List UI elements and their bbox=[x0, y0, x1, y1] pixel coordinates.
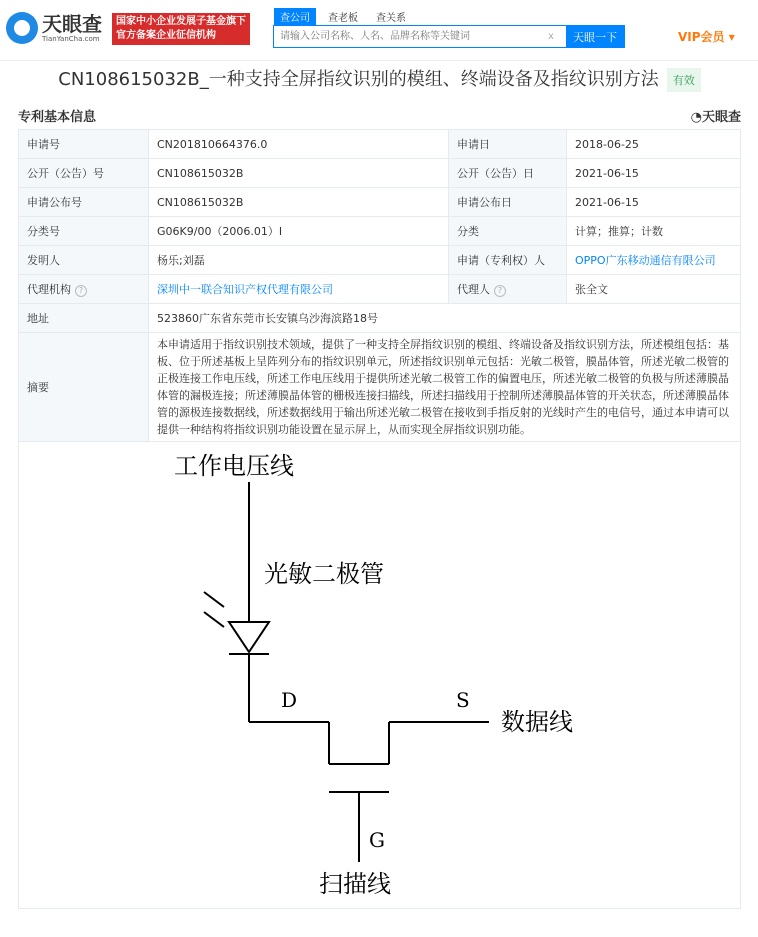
field-label bbox=[19, 130, 149, 159]
title-row bbox=[18, 61, 741, 101]
abstract-label: 摘要 bbox=[19, 333, 149, 442]
header bbox=[0, 0, 758, 61]
table-row bbox=[19, 217, 741, 246]
field-value[interactable] bbox=[149, 275, 449, 304]
field-label bbox=[449, 275, 567, 304]
brand-icon: ◔ bbox=[690, 109, 702, 125]
field-value-text: 2021-06-15 bbox=[575, 166, 639, 180]
address-value: 523860广东省东莞市长安镇乌沙海滨路18号 bbox=[149, 304, 741, 333]
field-label bbox=[449, 246, 567, 275]
help-icon[interactable]: ? bbox=[75, 285, 87, 297]
field-label-text: 申请公布日 bbox=[457, 195, 512, 209]
main-content bbox=[0, 61, 758, 909]
field-value-text: CN201810664376.0 bbox=[157, 137, 268, 151]
field-label bbox=[19, 159, 149, 188]
search-input[interactable] bbox=[274, 26, 548, 47]
field-value bbox=[567, 188, 741, 217]
field-value bbox=[149, 246, 449, 275]
field-label bbox=[449, 159, 567, 188]
field-label-text: 分类 bbox=[457, 224, 479, 238]
field-label-text: 申请号 bbox=[27, 137, 60, 151]
field-label-text: 代理机构 bbox=[27, 282, 71, 296]
table-row bbox=[19, 304, 741, 333]
vip-menu[interactable]: VIP会员 ▾ bbox=[678, 30, 735, 44]
tab-boss[interactable]: 查老板 bbox=[328, 13, 358, 24]
field-value-text[interactable]: OPPO广东移动通信有限公司 bbox=[575, 253, 716, 267]
field-value-text: G06K9/00（2006.01）I bbox=[157, 224, 283, 238]
field-value-text: 计算；推算；计数 bbox=[575, 224, 663, 238]
field-label-text: 公开（公告）号 bbox=[27, 166, 104, 180]
field-label-text: 申请（专利权）人 bbox=[457, 253, 545, 267]
tab-relation[interactable]: 查关系 bbox=[376, 13, 406, 24]
table-row bbox=[19, 275, 741, 304]
brand-text: 天眼查 bbox=[701, 109, 741, 125]
patent-info-table bbox=[18, 129, 741, 909]
data-line-label: 数据线 bbox=[501, 708, 573, 736]
logo-sub: TianYanCha.com bbox=[42, 35, 100, 43]
table-row bbox=[19, 442, 741, 909]
page-title: CN108615032B_一种支持全屏指纹识别的模组、终端设备及指纹识别方法 bbox=[58, 69, 659, 90]
search-tabs bbox=[274, 8, 418, 25]
table-row bbox=[19, 130, 741, 159]
brand-logo bbox=[691, 106, 741, 125]
field-label-text: 分类号 bbox=[27, 224, 60, 238]
help-icon[interactable]: ? bbox=[494, 285, 506, 297]
field-value bbox=[567, 275, 741, 304]
field-value bbox=[567, 130, 741, 159]
field-value-text: CN108615032B bbox=[157, 195, 244, 209]
field-value-text: 张全文 bbox=[575, 282, 608, 296]
field-label bbox=[449, 188, 567, 217]
field-label bbox=[449, 217, 567, 246]
section-header bbox=[18, 101, 741, 129]
field-label-text: 公开（公告）日 bbox=[457, 166, 534, 180]
abstract-value: 本申请适用于指纹识别技术领域，提供了一种支持全屏指纹识别的模组、终端设备及指纹识别方法，所述模组包括：基板、位于所述基板上呈阵列分布的指纹识别单元，所述指纹识别单元包括：光敏二极管，膜晶体管，所述光敏二极管的正极连接工作电压线，所述工作电压线用于提供所述光敏二极管工作的偏置电压，所述光敏二极管的负极与所述薄膜晶体管的漏极连接；所述薄膜晶体管的栅极连接扫描线，所述扫描线用于控制所述薄膜晶体管的开关状态，所述薄膜晶体管的源极连接数据线，所述数据线用于输出所述光敏二极管在接收到手指反射的光线时产生的电信号，通过本申请可以提供一种结构将指纹识别功能设置在显示屏上，从而实现全屏指纹识别功能。 bbox=[149, 333, 741, 442]
field-label-text: 代理人 bbox=[457, 282, 490, 296]
logo[interactable] bbox=[6, 12, 102, 44]
field-value bbox=[149, 159, 449, 188]
field-label-text: 发明人 bbox=[27, 253, 60, 267]
photodiode-symbol bbox=[229, 622, 269, 652]
field-label bbox=[449, 130, 567, 159]
field-value bbox=[149, 188, 449, 217]
logo-text: 天眼查 bbox=[42, 12, 102, 36]
field-label bbox=[19, 217, 149, 246]
circuit-diagram bbox=[19, 442, 740, 908]
field-value-text[interactable]: 深圳中一联合知识产权代理有限公司 bbox=[157, 282, 333, 296]
address-label: 地址 bbox=[19, 304, 149, 333]
scan-line-label: 扫描线 bbox=[319, 870, 391, 898]
field-value bbox=[567, 217, 741, 246]
diagram-cell bbox=[19, 442, 741, 909]
table-row bbox=[19, 246, 741, 275]
source-label: S bbox=[456, 688, 470, 712]
field-value-text: 杨乐;刘磊 bbox=[157, 253, 205, 267]
badge-line-1: 国家中小企业发展子基金旗下 bbox=[116, 16, 246, 27]
field-value-text: CN108615032B bbox=[157, 166, 244, 180]
logo-icon bbox=[6, 12, 38, 44]
field-value-text: 2021-06-15 bbox=[575, 195, 639, 209]
drain-label: D bbox=[281, 688, 298, 712]
table-row bbox=[19, 333, 741, 442]
section-title: 专利基本信息 bbox=[18, 109, 97, 125]
search-bar bbox=[273, 25, 625, 48]
badge-line-2: 官方备案企业征信机构 bbox=[116, 30, 216, 41]
table-row bbox=[19, 188, 741, 217]
table-row bbox=[19, 159, 741, 188]
search-button[interactable]: 天眼一下 bbox=[566, 26, 624, 47]
field-label bbox=[19, 188, 149, 217]
status-badge: 有效 bbox=[667, 68, 701, 92]
clear-icon[interactable]: x bbox=[548, 31, 554, 42]
field-label-text: 申请公布号 bbox=[27, 195, 82, 209]
field-label bbox=[19, 246, 149, 275]
field-value[interactable] bbox=[567, 246, 741, 275]
photodiode-label: 光敏二极管 bbox=[264, 560, 384, 588]
field-value-text: 2018-06-25 bbox=[575, 137, 639, 151]
certification-badge bbox=[112, 13, 250, 45]
tab-company[interactable]: 查公司 bbox=[274, 8, 316, 25]
voltage-line-label: 工作电压线 bbox=[174, 452, 294, 480]
field-value bbox=[567, 159, 741, 188]
gate-label: G bbox=[369, 828, 385, 852]
field-label-text: 申请日 bbox=[457, 137, 490, 151]
field-value bbox=[149, 217, 449, 246]
field-value bbox=[149, 130, 449, 159]
field-label bbox=[19, 275, 149, 304]
